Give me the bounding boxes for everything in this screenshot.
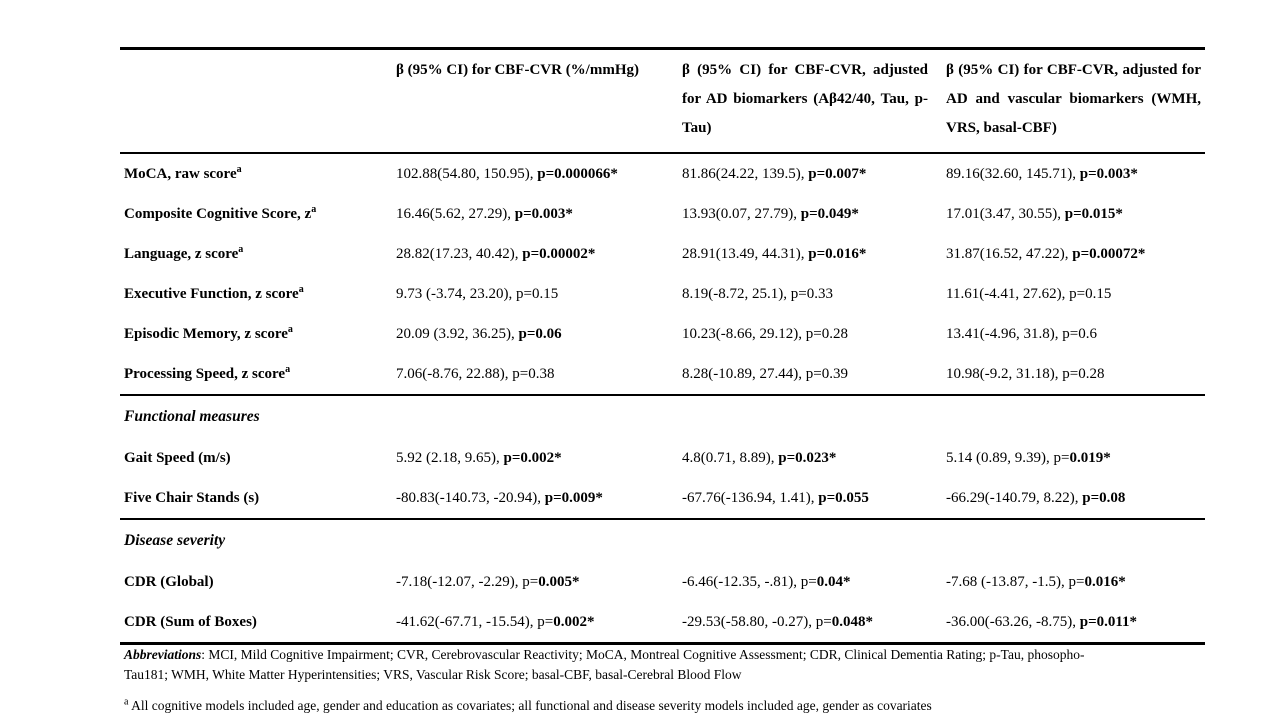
row-label-text: Gait Speed (m/s) xyxy=(124,450,231,466)
cell-pvalue: p=0.003* xyxy=(1079,166,1138,182)
cell-value: 8.28(-10.89, 27.44), p=0.39 xyxy=(682,366,848,382)
column-header-empty xyxy=(120,49,396,154)
beta-cell xyxy=(396,274,682,314)
cell-value: 28.91(13.49, 44.31), xyxy=(682,246,809,262)
table-row xyxy=(120,234,1205,274)
row-label xyxy=(120,194,396,234)
cell-pvalue: p=0.023* xyxy=(778,450,837,466)
cell-pvalue: 0.04* xyxy=(816,574,851,590)
cell-value: 13.93(0.07, 27.79), xyxy=(682,206,801,222)
cell-value: 17.01(3.47, 30.55), xyxy=(946,206,1065,222)
cell-pvalue: 0.005* xyxy=(538,574,580,590)
section-label: Functional measures xyxy=(120,395,1205,438)
cell-pvalue: p=0.009* xyxy=(544,490,603,506)
beta-cell xyxy=(682,314,946,354)
row-label-text: Language, z score xyxy=(124,246,239,262)
row-label xyxy=(120,438,396,478)
beta-cell xyxy=(396,234,682,274)
column-header-ad-adjusted: β (95% CI) for CBF-CVR, adjusted for AD biomarkers (Aβ42/40, Tau, p-Tau) xyxy=(682,49,946,154)
cell-pvalue: p=0.003* xyxy=(514,206,573,222)
beta-cell xyxy=(682,354,946,395)
row-label-text: Episodic Memory, z score xyxy=(124,326,288,342)
beta-cell xyxy=(396,194,682,234)
beta-cell xyxy=(682,562,946,602)
beta-cell xyxy=(946,153,1205,194)
cell-value: -66.29(-140.79, 8.22), xyxy=(946,490,1083,506)
table-row xyxy=(120,438,1205,478)
cell-value: -29.53(-58.80, -0.27), p= xyxy=(682,614,832,630)
table-row xyxy=(120,274,1205,314)
table-row xyxy=(120,314,1205,354)
table-row xyxy=(120,153,1205,194)
cell-value: -67.76(-136.94, 1.41), xyxy=(682,490,819,506)
section-row-functional-measures xyxy=(120,395,1205,438)
beta-cell xyxy=(396,562,682,602)
cell-value: 5.92 (2.18, 9.65), xyxy=(396,450,504,466)
cell-pvalue: 0.019* xyxy=(1069,450,1111,466)
row-label xyxy=(120,354,396,395)
beta-cell xyxy=(682,153,946,194)
cell-value: -36.00(-63.26, -8.75), xyxy=(946,614,1080,630)
cell-pvalue: 0.002* xyxy=(553,614,595,630)
beta-cell xyxy=(682,438,946,478)
cell-value: 11.61(-4.41, 27.62), p=0.15 xyxy=(946,286,1112,302)
cell-value: -80.83(-140.73, -20.94), xyxy=(396,490,545,506)
footnote-marker: a xyxy=(311,204,317,215)
cell-pvalue: p=0.00072* xyxy=(1072,246,1146,262)
beta-cell xyxy=(946,478,1205,519)
column-header-ad-vascular-adjusted: β (95% CI) for CBF-CVR, adjusted for AD and vascular biomarkers (WMH, VRS, basal-CBF) xyxy=(946,49,1205,154)
row-label-text: Five Chair Stands (s) xyxy=(124,490,260,506)
cell-value: -7.18(-12.07, -2.29), p= xyxy=(396,574,539,590)
cell-pvalue: p=0.015* xyxy=(1064,206,1123,222)
header-row xyxy=(120,49,1205,154)
row-label xyxy=(120,562,396,602)
cell-value: 9.73 (-3.74, 23.20), p=0.15 xyxy=(396,286,559,302)
cell-pvalue: p=0.08 xyxy=(1082,490,1126,506)
beta-cell xyxy=(682,274,946,314)
beta-cell xyxy=(396,438,682,478)
row-label xyxy=(120,602,396,644)
beta-cell xyxy=(946,314,1205,354)
table-row xyxy=(120,602,1205,644)
row-label xyxy=(120,153,396,194)
beta-cell xyxy=(682,478,946,519)
beta-cell xyxy=(946,354,1205,395)
row-label-text: Executive Function, z score xyxy=(124,286,299,302)
beta-cell xyxy=(946,602,1205,644)
beta-cell xyxy=(396,354,682,395)
cell-value: 102.88(54.80, 150.95), xyxy=(396,166,538,182)
cell-value: 31.87(16.52, 47.22), xyxy=(946,246,1073,262)
footnote-marker: a xyxy=(285,364,291,375)
table-row xyxy=(120,562,1205,602)
beta-cell xyxy=(396,153,682,194)
cell-pvalue: p=0.016* xyxy=(808,246,867,262)
beta-cell xyxy=(946,194,1205,234)
row-label xyxy=(120,478,396,519)
beta-cell xyxy=(396,478,682,519)
cell-pvalue: p=0.007* xyxy=(808,166,867,182)
table-row xyxy=(120,194,1205,234)
cell-value: 16.46(5.62, 27.29), xyxy=(396,206,515,222)
abbreviations-text: : MCI, Mild Cognitive Impairment; CVR, Cerebrovascular Reactivity; MoCA, Montreal Cognitive Assessment; CDR, Clinical Dementia Rating; p-Tau, phosopho-Tau181; WMH, White Matter Hyperintensities; VRS, Vascular Risk Score; basal-CBF, basal-Cerebral Blood Flow xyxy=(124,647,1085,682)
cell-value: 81.86(24.22, 139.5), xyxy=(682,166,809,182)
results-table xyxy=(120,47,1205,645)
table-row xyxy=(120,354,1205,395)
footnote-marker: a xyxy=(287,324,293,335)
cell-value: 13.41(-4.96, 31.8), p=0.6 xyxy=(946,326,1097,342)
beta-cell xyxy=(946,562,1205,602)
cell-value: 8.19(-8.72, 25.1), p=0.33 xyxy=(682,286,833,302)
cell-value: 20.09 (3.92, 36.25), xyxy=(396,326,519,342)
abbreviations-footnote xyxy=(124,645,1124,685)
row-label-text: CDR (Sum of Boxes) xyxy=(124,614,257,630)
column-header-cbf-cvr: β (95% CI) for CBF-CVR (%/mmHg) xyxy=(396,49,682,154)
row-label-text: CDR (Global) xyxy=(124,574,214,590)
beta-cell xyxy=(946,274,1205,314)
cell-value: -6.46(-12.35, -.81), p= xyxy=(682,574,817,590)
table-row xyxy=(120,478,1205,519)
row-label xyxy=(120,314,396,354)
cell-value: 28.82(17.23, 40.42), xyxy=(396,246,523,262)
beta-cell xyxy=(946,234,1205,274)
row-label xyxy=(120,234,396,274)
cell-value: 10.23(-8.66, 29.12), p=0.28 xyxy=(682,326,848,342)
row-label-text: Composite Cognitive Score, z xyxy=(124,206,312,222)
footnote-marker: a xyxy=(298,284,304,295)
cell-value: 4.8(0.71, 8.89), xyxy=(682,450,779,466)
footnote-marker: a xyxy=(238,244,244,255)
beta-cell xyxy=(946,438,1205,478)
cell-value: 10.98(-9.2, 31.18), p=0.28 xyxy=(946,366,1105,382)
cell-pvalue: p=0.000066* xyxy=(537,166,618,182)
cell-pvalue: 0.016* xyxy=(1084,574,1126,590)
covariates-footnote xyxy=(124,696,1134,715)
beta-cell xyxy=(396,602,682,644)
row-label xyxy=(120,274,396,314)
section-row-disease-severity xyxy=(120,519,1205,562)
cell-value: -41.62(-67.71, -15.54), p= xyxy=(396,614,554,630)
section-label: Disease severity xyxy=(120,519,1205,562)
cell-pvalue: p=0.06 xyxy=(518,326,562,342)
cell-value: 5.14 (0.89, 9.39), p= xyxy=(946,450,1070,466)
abbreviations-label: Abbreviations xyxy=(124,647,202,662)
cell-pvalue: p=0.049* xyxy=(800,206,859,222)
beta-cell xyxy=(682,194,946,234)
beta-cell xyxy=(682,602,946,644)
cell-pvalue: p=0.002* xyxy=(503,450,562,466)
cell-pvalue: p=0.055 xyxy=(818,490,869,506)
cell-value: 7.06(-8.76, 22.88), p=0.38 xyxy=(396,366,555,382)
row-label-text: Processing Speed, z score xyxy=(124,366,286,382)
beta-cell xyxy=(396,314,682,354)
cell-value: 89.16(32.60, 145.71), xyxy=(946,166,1080,182)
footnote-marker: a xyxy=(236,164,242,175)
cell-pvalue: p=0.011* xyxy=(1079,614,1138,630)
footnote-marker: a xyxy=(124,696,129,708)
cell-value: -7.68 (-13.87, -1.5), p= xyxy=(946,574,1085,590)
cell-pvalue: 0.048* xyxy=(831,614,873,630)
row-label-text: MoCA, raw score xyxy=(124,166,237,182)
beta-cell xyxy=(682,234,946,274)
cell-pvalue: p=0.00002* xyxy=(522,246,596,262)
covariates-text: All cognitive models included age, gender and education as covariates; all functional and disease severity models included age, gender as covariates xyxy=(128,698,932,713)
